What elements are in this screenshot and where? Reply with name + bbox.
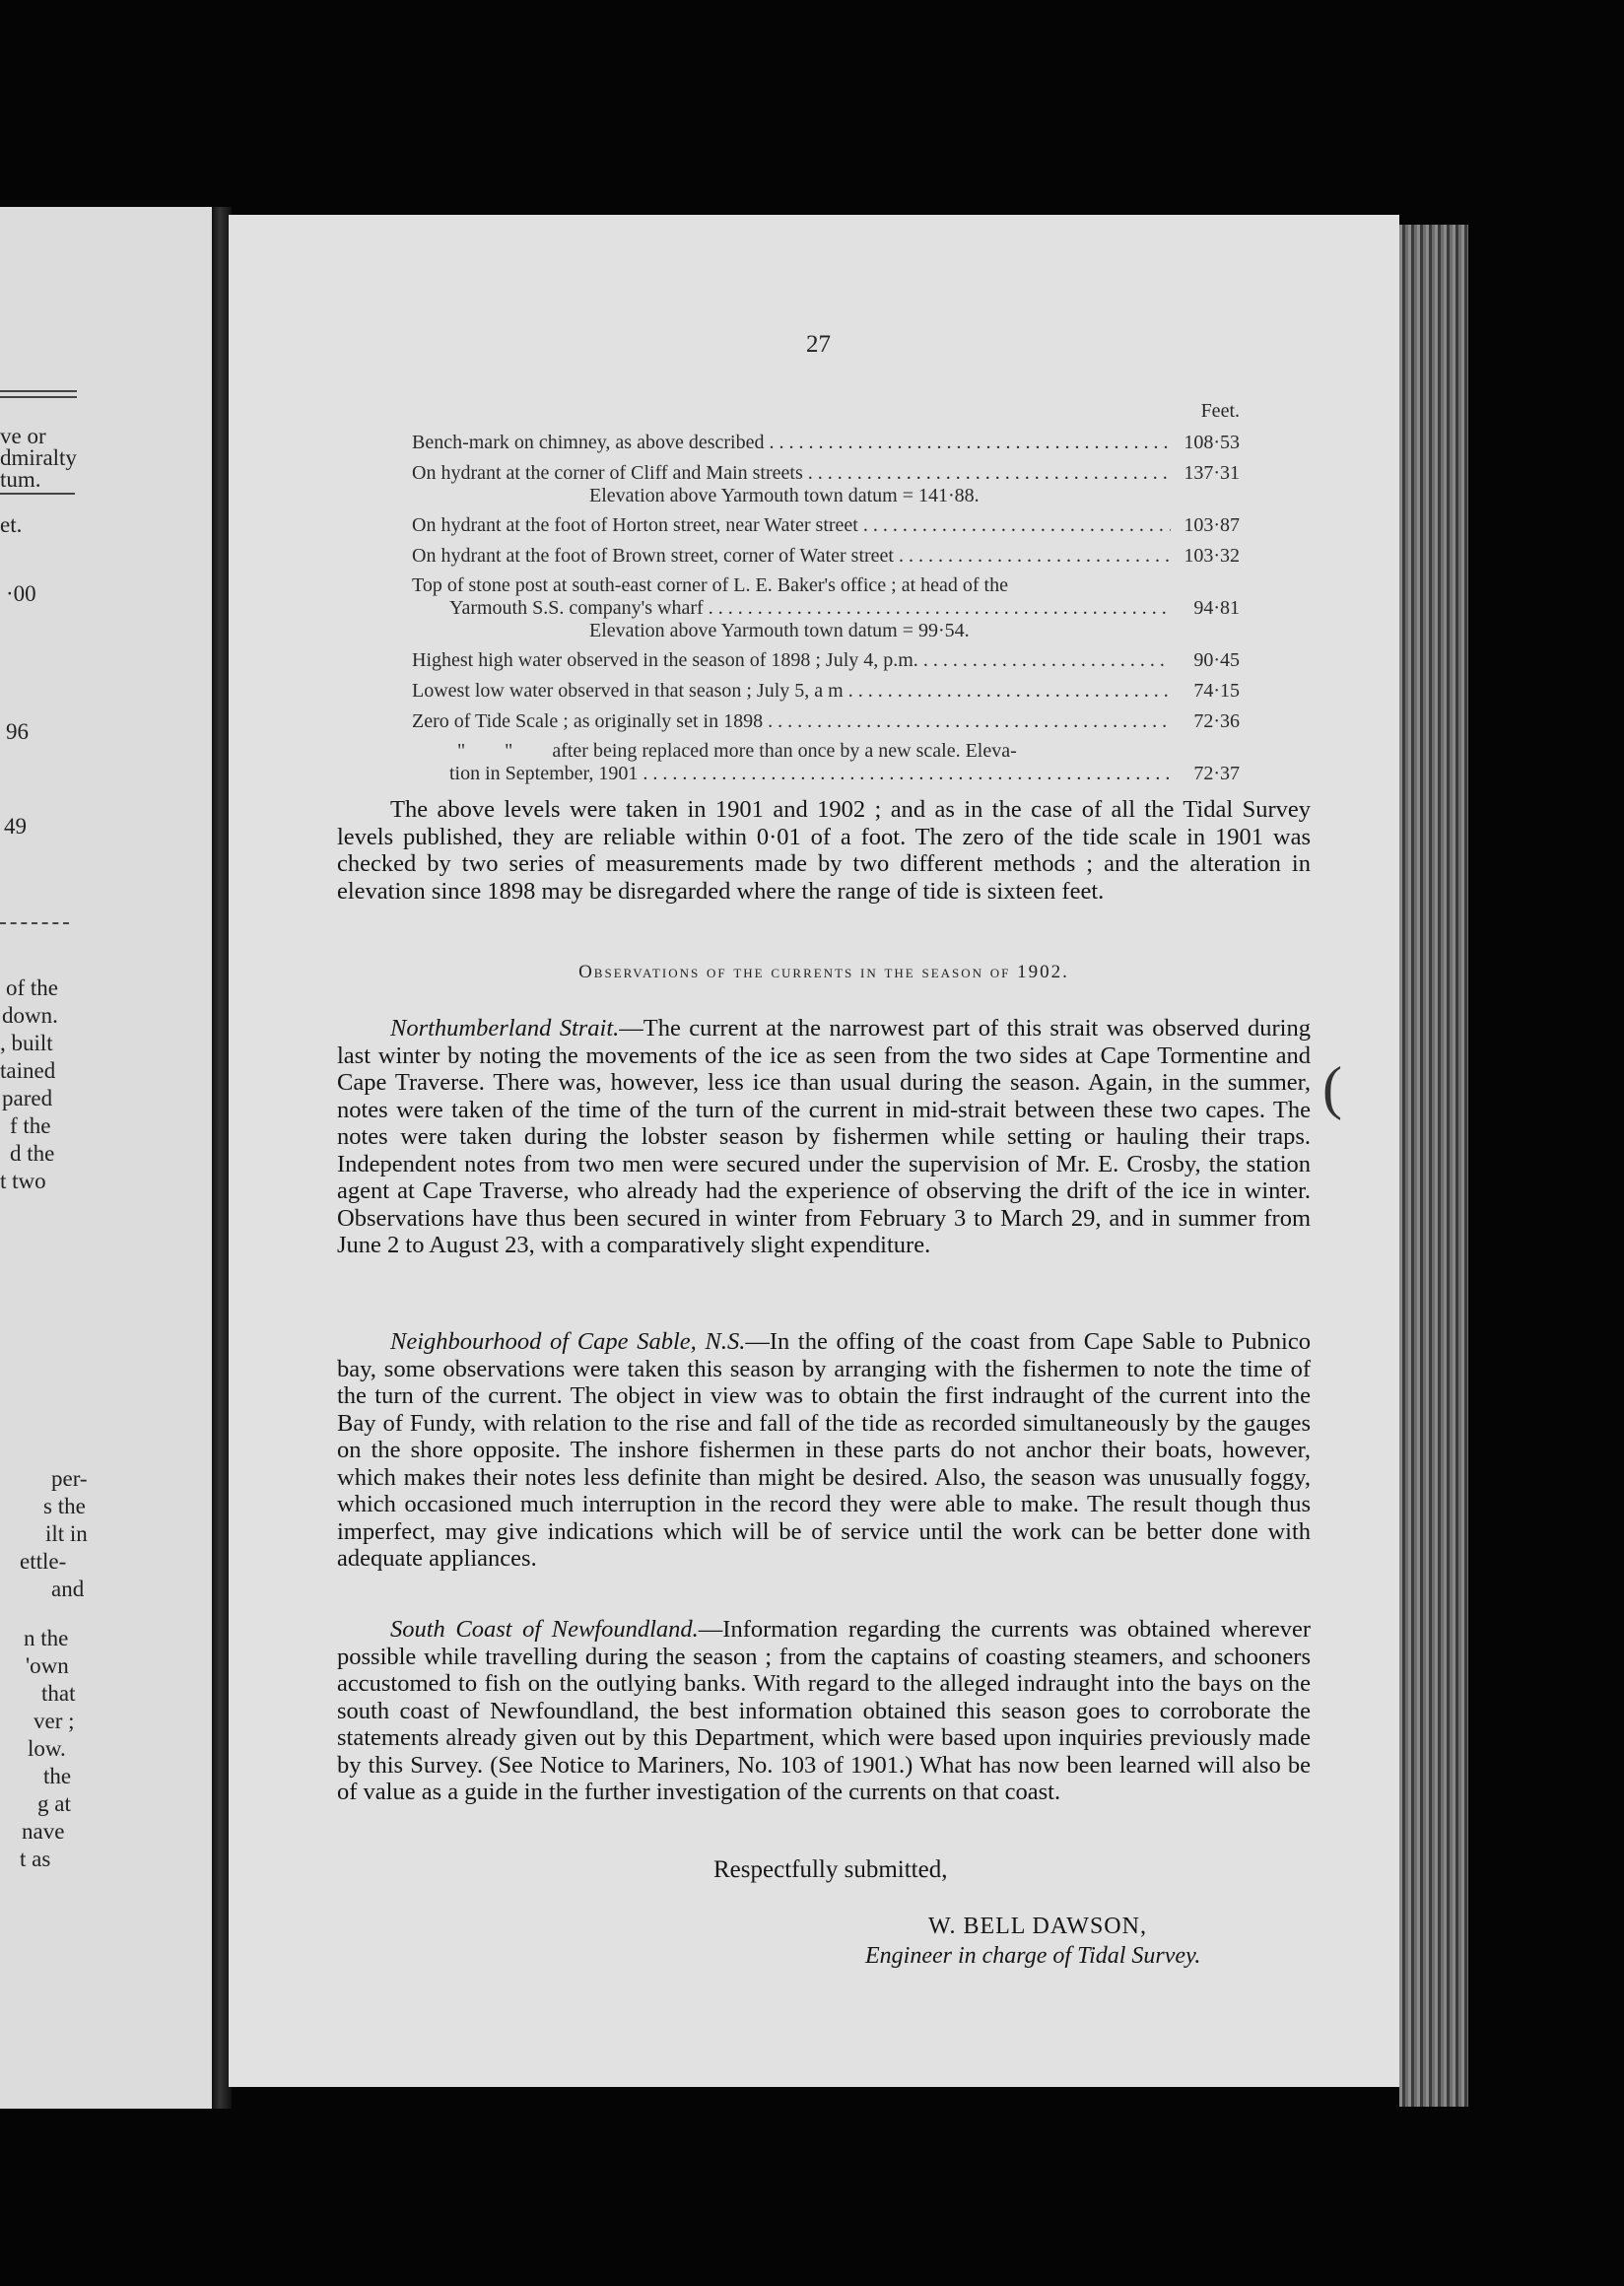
row-label-line: Top of stone post at south-east corner of L. E. Baker's office ; at head of the bbox=[412, 574, 1008, 596]
facing-page-text: f the bbox=[10, 1113, 51, 1138]
paragraph-northumberland bbox=[337, 1015, 1311, 1259]
table-row bbox=[412, 513, 1240, 537]
facing-page-text: n the bbox=[24, 1626, 69, 1650]
row-value: 72·37 bbox=[1193, 763, 1240, 784]
facing-page-text: dmiralty bbox=[0, 445, 77, 470]
facing-page-text: down. bbox=[2, 1003, 58, 1028]
facing-page-text: the bbox=[43, 1764, 72, 1788]
row-value: 94·81 bbox=[1193, 597, 1240, 619]
row-label: On hydrant at the foot of Brown street, corner of Water street . . . bbox=[412, 544, 1171, 568]
row-label-line: " " after being replaced more than once by a new scale. Eleva- bbox=[457, 740, 1017, 762]
table-row bbox=[412, 461, 1240, 506]
unit-label: Feet. bbox=[1200, 400, 1240, 422]
facing-page-text: and bbox=[51, 1577, 85, 1601]
row-label: Zero of Tide Scale ; as originally set in 1898 . . . bbox=[412, 709, 1171, 733]
table-row bbox=[412, 709, 1240, 733]
row-value: 103·87 bbox=[1184, 514, 1240, 536]
paragraph-lead: South Coast of Newfoundland. bbox=[390, 1616, 699, 1643]
paragraph-body: —The current at the narrowest part of this strait was observed during last winter by noting the movements of the ice as seen from the two sides at Cape Tormentine and Cape Traverse. There was, however, less ice than usual during the season. Again, in the summer, notes were taken of the time of the turn of the current in mid-strait between these two capes. The notes were taken during the lobster season by fishermen while setting or hauling their traps. Independent notes from two men were secured under the supervision of Mr. E. Crosby, the station agent at Cape Traverse, who already had the experience of observing the drift of the ice in winter. Observations have thus been secured in winter from February 3 to March 29, and in summer from June 2 to August 23, with a comparatively slight expenditure. bbox=[337, 1015, 1311, 1258]
row-subnote: Elevation above Yarmouth town datum = 99·54. bbox=[589, 620, 970, 641]
rule bbox=[0, 922, 69, 924]
facing-page-text: d the bbox=[10, 1141, 55, 1166]
facing-page-text: tained bbox=[0, 1058, 56, 1083]
row-label: Highest high water observed in the season of 1898 ; July 4, p.m. . . . bbox=[412, 648, 1171, 672]
facing-page-text: that bbox=[41, 1681, 76, 1706]
margin-bracket-mark: ( bbox=[1322, 1055, 1342, 1120]
closing-line: Respectfully submitted, bbox=[713, 1856, 948, 1883]
paragraph-lead: Neighbourhood of Cape Sable, N.S. bbox=[390, 1328, 746, 1355]
facing-page-text: nave bbox=[22, 1819, 65, 1844]
section-heading: Observations of the currents in the season of 1902. bbox=[578, 962, 1069, 982]
row-value: 137·31 bbox=[1184, 462, 1240, 484]
table-row bbox=[412, 679, 1240, 703]
facing-page-text: ettle- bbox=[20, 1549, 67, 1574]
facing-page-text: t two bbox=[0, 1169, 46, 1193]
row-value: 103·32 bbox=[1184, 545, 1240, 567]
row-label: On hydrant at the foot of Horton street, near Water street . . . bbox=[412, 513, 1171, 537]
row-value: 74·15 bbox=[1193, 680, 1240, 702]
facing-page-fragment bbox=[0, 207, 212, 2109]
table-row bbox=[412, 431, 1240, 454]
facing-page-text: ver ; bbox=[34, 1709, 75, 1733]
row-label: Yarmouth S.S. company's wharf . . . bbox=[412, 596, 1171, 620]
row-value: 108·53 bbox=[1184, 432, 1240, 453]
table-row bbox=[412, 648, 1240, 672]
facing-page-text: 96 bbox=[6, 719, 29, 744]
rule bbox=[0, 493, 75, 495]
facing-page-text: low. bbox=[28, 1736, 66, 1761]
page-edges bbox=[1399, 225, 1468, 2107]
row-label: Lowest low water observed in that season ; July 5, a m . . . bbox=[412, 679, 1171, 703]
page-number: 27 bbox=[806, 331, 831, 358]
facing-page-text: 'own bbox=[26, 1653, 69, 1678]
facing-page-text: 49 bbox=[4, 814, 27, 839]
facing-page-text: pared bbox=[2, 1086, 53, 1110]
facing-page-text: ilt in bbox=[45, 1521, 88, 1546]
table-row bbox=[412, 574, 1240, 641]
facing-page-text: ·00 bbox=[6, 581, 36, 606]
row-subnote: Elevation above Yarmouth town datum = 141·88. bbox=[589, 485, 980, 506]
facing-page-text: , built bbox=[0, 1031, 53, 1055]
row-value: 90·45 bbox=[1193, 649, 1240, 671]
facing-page-text: g at bbox=[37, 1791, 71, 1816]
table-row bbox=[412, 544, 1240, 568]
paragraph-lead: Northumberland Strait. bbox=[390, 1015, 620, 1042]
double-rule bbox=[0, 396, 77, 398]
levels-paragraph: The above levels were taken in 1901 and 1902 ; and as in the case of all the Tidal Survey levels published, they are reliable within 0·01 of a foot. The zero of the tide scale in 1901 was checked by two series of measurements made by two different methods ; and the alteration in elevation since 1898 may be disregarded where the range of tide is sixteen feet. bbox=[337, 796, 1311, 905]
signature-name: W. BELL DAWSON, bbox=[928, 1914, 1147, 1939]
facing-page-text: t as bbox=[20, 1847, 51, 1871]
signature-title: Engineer in charge of Tidal Survey. bbox=[865, 1943, 1201, 1969]
facing-page-text: ve or bbox=[0, 424, 46, 448]
table-row bbox=[412, 740, 1240, 785]
facing-page-text: tum. bbox=[0, 467, 41, 492]
facing-page-text: s the bbox=[43, 1494, 86, 1518]
paragraph-cape-sable bbox=[337, 1328, 1311, 1573]
paragraph-body: —In the offing of the coast from Cape Sable to Pubnico bay, some observations were taken this season by arranging with the fishermen to note the time of the turn of the current. The object in view was to obtain the first indraught of the current into the Bay of Fundy, with relation to the rise and fall of the tide as recorded simultaneously by the gauges on the shore opposite. The inshore fishermen in these parts do not anchor their boats, however, which makes their notes less definite than might be desired. Also, the season was unusually foggy, which occasioned much interruption in the record they were able to make. The result though thus imperfect, may give indications which will be of service until the work can be better done with adequate appliances. bbox=[337, 1328, 1311, 1572]
row-label: tion in September, 1901 . . . bbox=[412, 762, 1171, 785]
paragraph-newfoundland bbox=[337, 1616, 1311, 1806]
row-label: Bench-mark on chimney, as above described . . . bbox=[412, 431, 1171, 454]
facing-page-text: per- bbox=[51, 1466, 88, 1491]
row-value: 72·36 bbox=[1193, 710, 1240, 732]
row-label: On hydrant at the corner of Cliff and Main streets . . . bbox=[412, 461, 1171, 485]
facing-page-text: et. bbox=[0, 512, 23, 537]
facing-page-text: of the bbox=[6, 975, 59, 1000]
double-rule bbox=[0, 390, 77, 392]
levels-table bbox=[412, 400, 1240, 785]
paragraph-body: —Information regarding the currents was obtained wherever possible while travelling during the season ; from the captains of coasting steamers, and schooners accustomed to fish on the outlying banks. With regard to the alleged indraught into the bays on the south coast of Newfoundland, the best information obtained this season goes to corroborate the statements already given out by this Department, which were based upon inquiries previously made by this Survey. (See Notice to Mariners, No. 103 of 1901.) What has now been learned will also be of value as a guide in the further investigation of the currents on that coast. bbox=[337, 1616, 1311, 1805]
